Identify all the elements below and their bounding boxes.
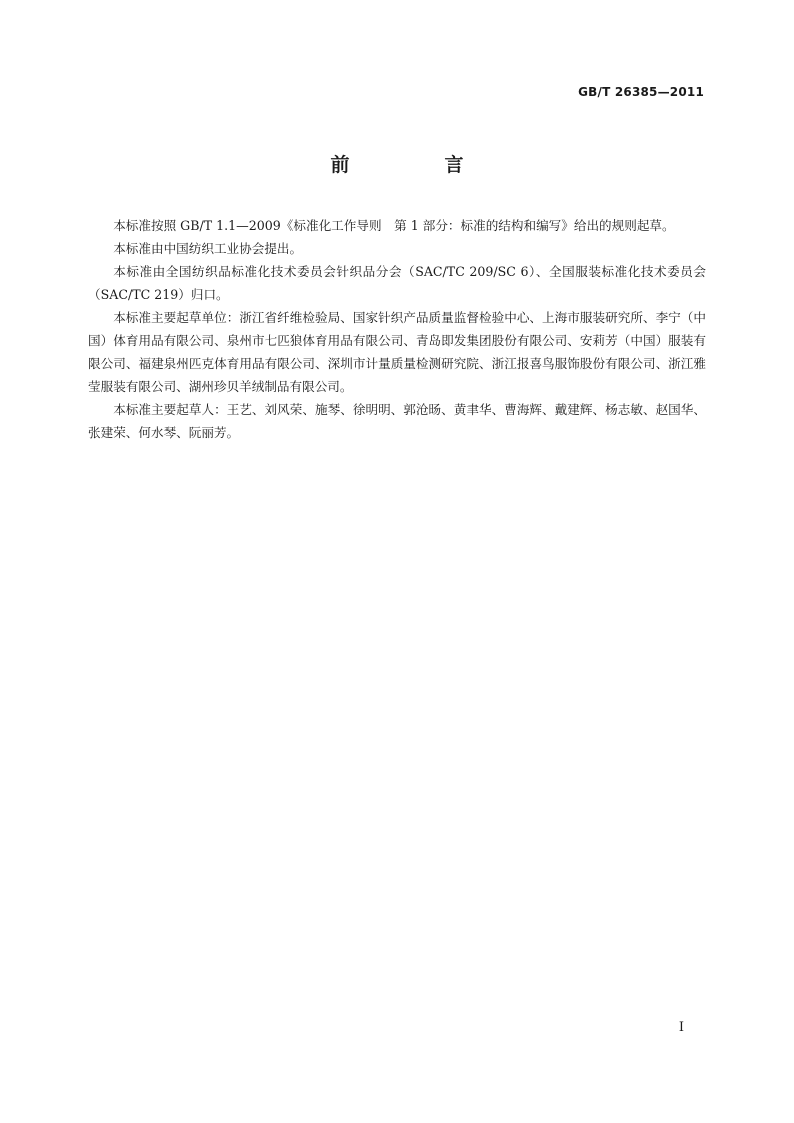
standard-code: GB/T 26385—2011 xyxy=(578,85,704,99)
paragraph-drafters: 本标准主要起草人：王艺、刘风荣、施琴、徐明明、郭沧旸、黄聿华、曹海辉、戴建辉、杨志敏、赵国华、张建荣、何水琴、阮丽芳。 xyxy=(88,402,706,440)
page-number: I xyxy=(678,1020,684,1035)
paragraph-drafting-units: 本标准主要起草单位：浙江省纤维检验局、国家针织产品质量监督检验中心、上海市服装研究所、李宁（中国）体育用品有限公司、泉州市七匹狼体育用品有限公司、青岛即发集团股份有限公司、安莉芳（中国）服装有限公司、福建泉州匹克体育用品有限公司、深圳市计量质量检测研究院、浙江报喜鸟服饰股份有限公司、浙江雅莹服装有限公司、湖州珍贝羊绒制品有限公司。 xyxy=(88,310,706,394)
page-title: 前 言 xyxy=(330,154,502,176)
paragraph-proposer: 本标准由中国纺织工业协会提出。 xyxy=(113,241,303,256)
paragraph-committee: 本标准由全国纺织品标准化技术委员会针织品分会（SAC/TC 209/SC 6）、全国服装标准化技术委员会（SAC/TC 219）归口。 xyxy=(88,264,706,302)
paragraph-drafting-rules: 本标准按照 GB/T 1.1—2009《标准化工作导则 第 1 部分：标准的结构和编写》给出的规则起草。 xyxy=(113,218,675,233)
foreword-body xyxy=(88,214,706,444)
